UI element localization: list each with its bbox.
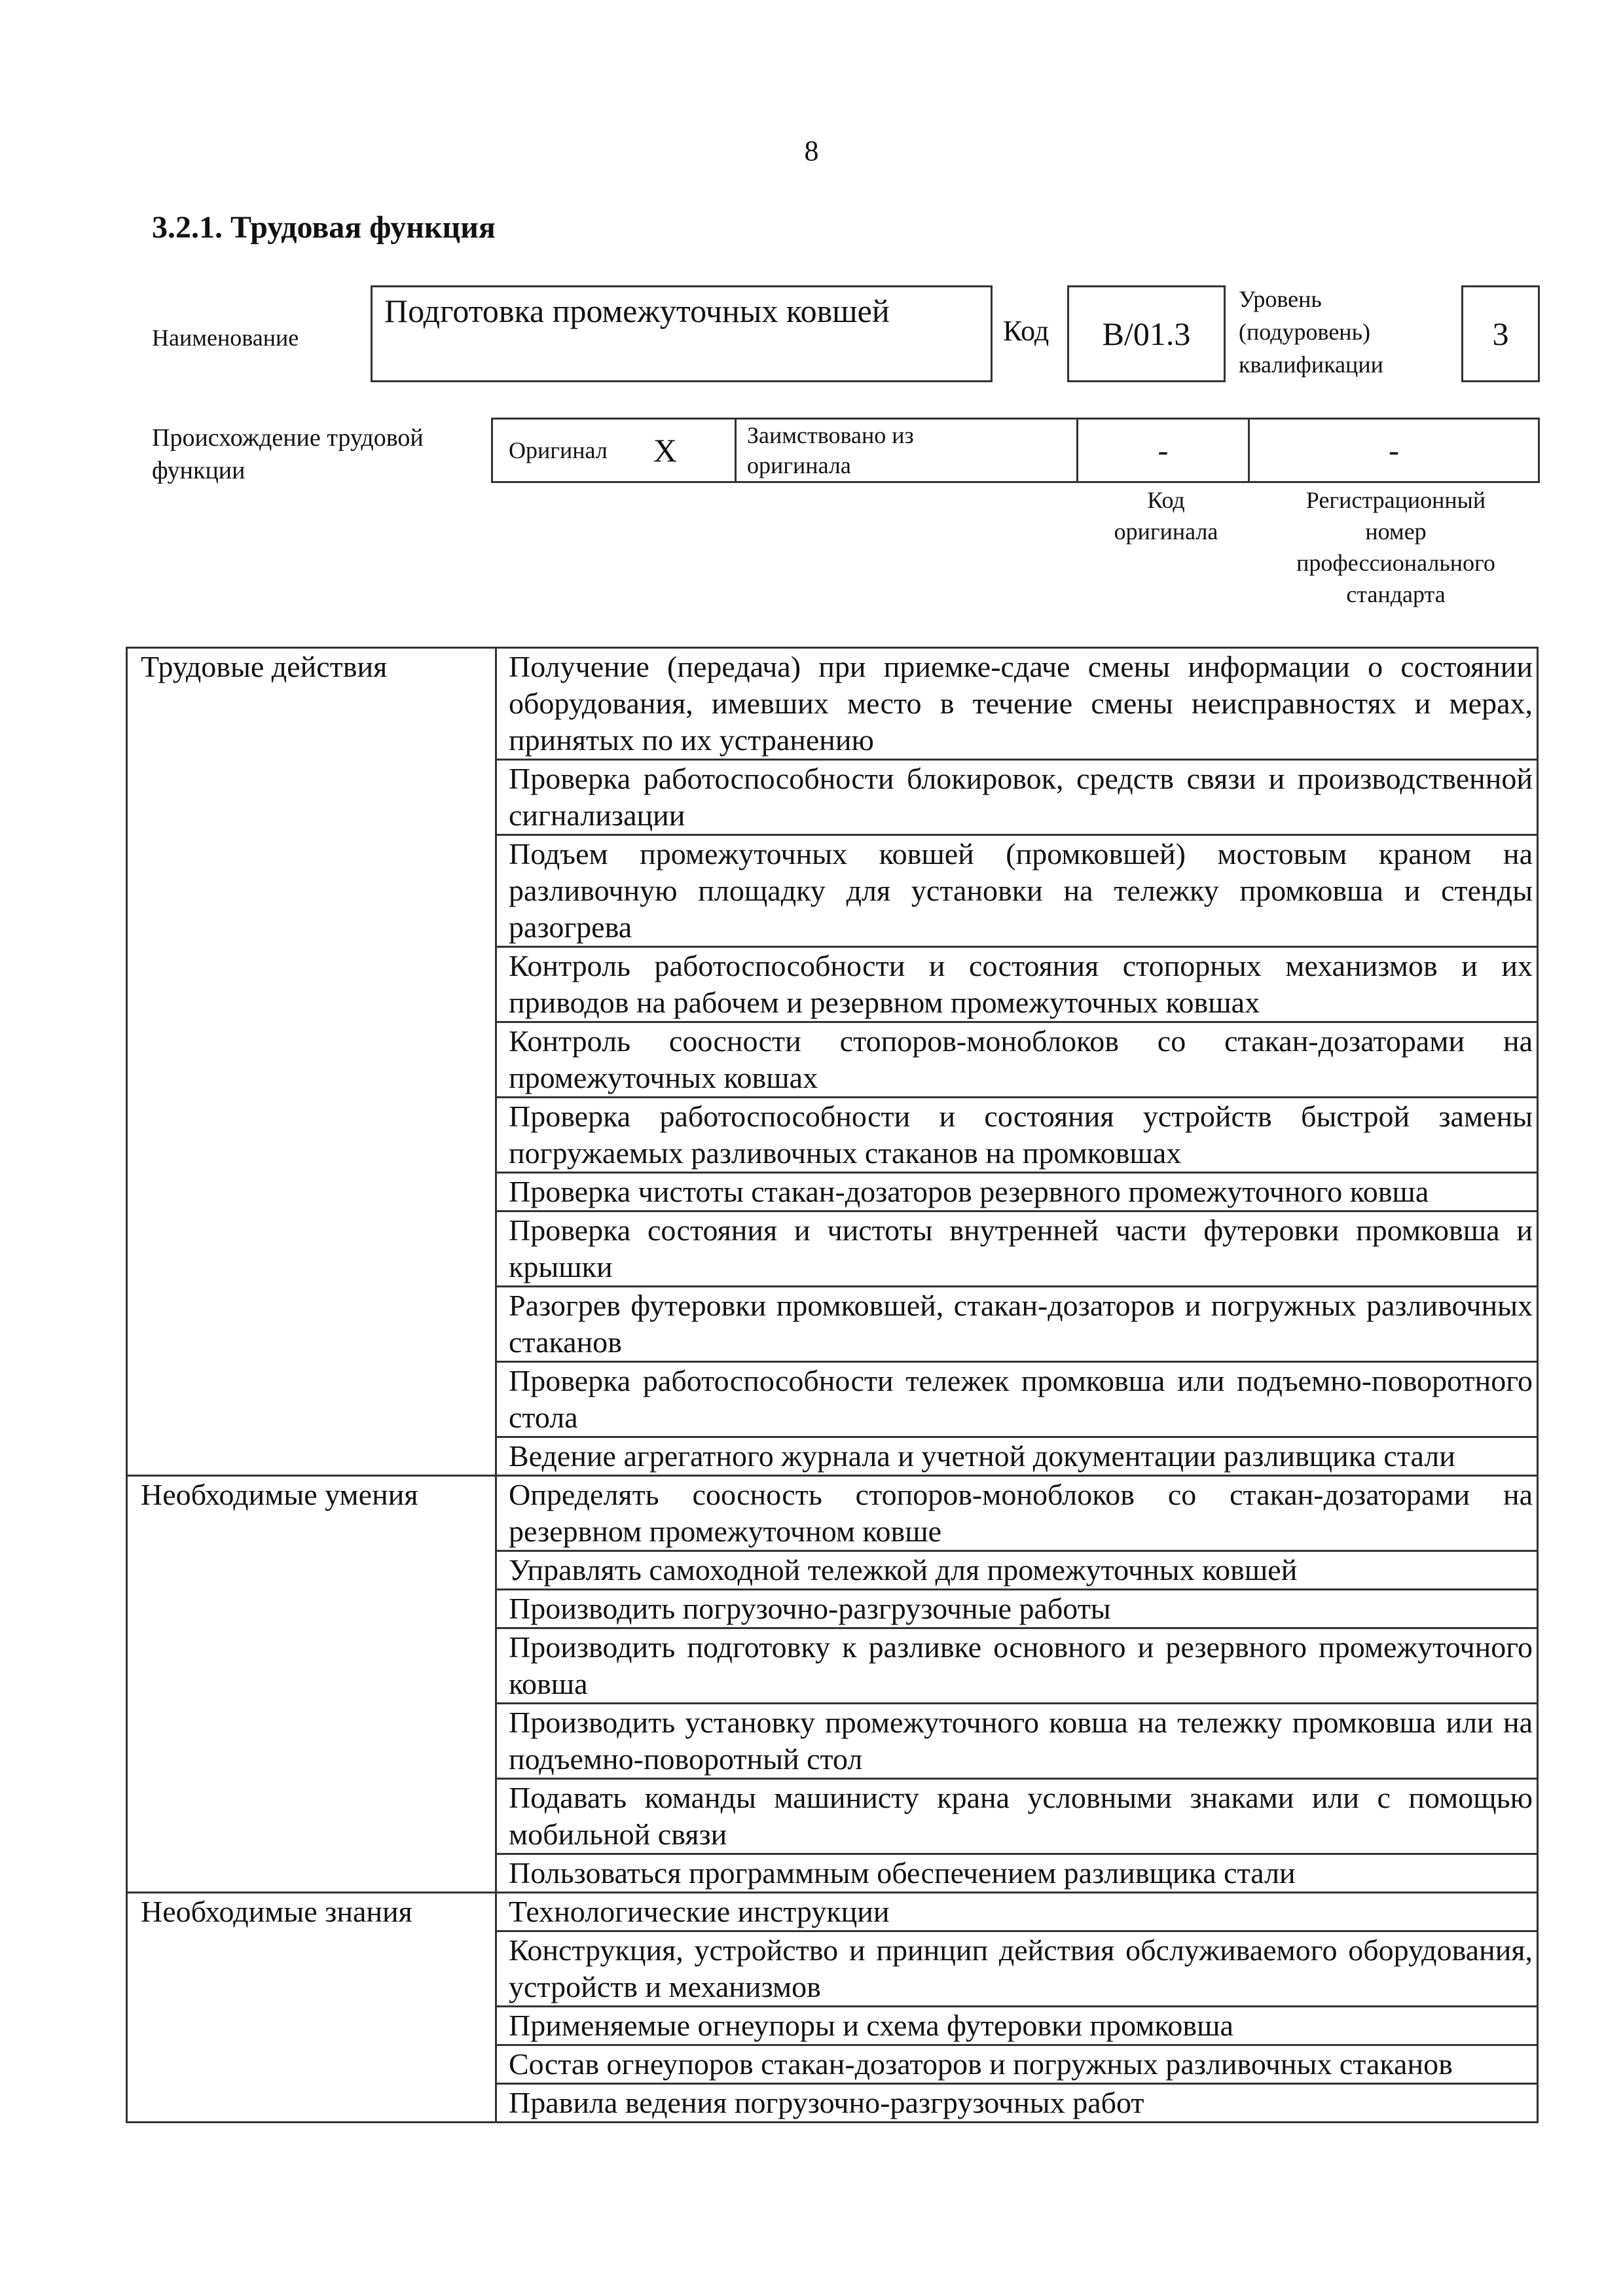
table-row <box>127 648 1538 760</box>
labor-actions-item: Проверка состояния и чистоты внутренней части футеровки промковша и крышки <box>496 1211 1538 1287</box>
registration-number-cell: - <box>1389 433 1399 468</box>
caption-line: оригинала <box>1114 518 1218 545</box>
labor-actions-item: Проверка работоспособности и состояния устройств быстрой замены погружаемых разливочных стаканов на промковшах <box>496 1098 1538 1173</box>
required-skills-item: Производить установку промежуточного ковша на тележку промковша или на подъемно-поворотный стол <box>496 1704 1538 1779</box>
labor-actions-item: Подъем промежуточных ковшей (промковшей) мостовым краном на разливочную площадку для установки на тележку промковша и стенды разогрева <box>496 835 1538 947</box>
required-skills-item: Производить погрузочно-разгрузочные работы <box>496 1590 1538 1628</box>
registration-number-caption <box>1252 484 1540 610</box>
required-knowledge-item: Конструкция, устройство и принцип действия обслуживаемого оборудования, устройств и механизмов <box>496 1931 1538 2007</box>
origin-row <box>491 418 1540 483</box>
required-knowledge-item: Правила ведения погрузочно-разгрузочных работ <box>496 2084 1538 2123</box>
table-row <box>127 1476 1538 1551</box>
labor-actions-item: Ведение агрегатного журнала и учетной документации разливщика стали <box>496 1437 1538 1476</box>
level-label <box>1239 283 1383 381</box>
origin-label-line: функции <box>152 457 246 484</box>
required-skills-label: Необходимые умения <box>127 1476 496 1893</box>
origin-label <box>152 422 424 487</box>
original-cell <box>493 420 737 481</box>
required-knowledge-item: Применяемые огнеупоры и схема футеровки промковша <box>496 2007 1538 2045</box>
original-code-cell: - <box>1078 420 1250 481</box>
section-title: 3.2.1. Трудовая функция <box>152 210 496 245</box>
level-field: 3 <box>1461 285 1540 382</box>
code-label: Код <box>1003 315 1049 347</box>
labor-actions-item: Проверка работоспособности блокировок, средств связи и производственной сигнализации <box>496 760 1538 835</box>
level-label-line: Уровень <box>1239 286 1322 312</box>
labor-actions-item: Разогрев футеровки промковшей, стакан-дозаторов и погружных разливочных стаканов <box>496 1287 1538 1362</box>
original-mark: X <box>653 432 677 469</box>
level-label-line: (подуровень) <box>1239 319 1370 345</box>
required-knowledge-item: Состав огнеупоров стакан-дозаторов и погружных разливочных стаканов <box>496 2045 1538 2084</box>
caption-line: Код <box>1147 487 1185 513</box>
labor-actions-item: Проверка работоспособности тележек промковша или подъемно-поворотного стола <box>496 1362 1538 1437</box>
name-label: Наименование <box>152 325 299 351</box>
function-name-field: Подготовка промежуточных ковшей <box>371 285 993 382</box>
labor-actions-label: Трудовые действия <box>127 648 496 1476</box>
origin-label-line: Происхождение трудовой <box>152 424 424 452</box>
page-number: 8 <box>804 135 819 167</box>
code-field: B/01.3 <box>1067 285 1226 382</box>
borrowed-cell <box>737 420 1078 481</box>
requirements-table <box>126 647 1539 2123</box>
required-skills-item: Пользоваться программным обеспечением разливщика стали <box>496 1854 1538 1893</box>
caption-line: профессионального <box>1296 550 1495 576</box>
caption-line: Регистрационный <box>1305 487 1486 513</box>
required-skills-item: Определять соосность стопоров-моноблоков со стакан-дозаторами на резервном промежуточном ковше <box>496 1476 1538 1551</box>
borrowed-label-line: Заимствовано из <box>747 422 914 448</box>
required-knowledge-label: Необходимые знания <box>127 1893 496 2123</box>
labor-actions-item: Проверка чистоты стакан-дозаторов резервного промежуточного ковша <box>496 1173 1538 1211</box>
borrowed-label-line: оригинала <box>747 452 851 478</box>
labor-actions-item: Получение (передача) при приемке-сдаче смены информации о состоянии оборудования, имевших место в течение смены неисправностях и мерах, принятых по их устранению <box>496 648 1538 760</box>
required-skills-item: Управлять самоходной тележкой для промежуточных ковшей <box>496 1551 1538 1590</box>
labor-actions-item: Контроль работоспособности и состояния стопорных механизмов и их приводов на рабочем и резервном промежуточных ковшах <box>496 947 1538 1022</box>
original-code-caption <box>1080 484 1252 547</box>
labor-actions-item: Контроль соосности стопоров-моноблоков со стакан-дозаторами на промежуточных ковшах <box>496 1022 1538 1098</box>
table-row <box>127 1893 1538 1931</box>
caption-line: номер <box>1365 518 1427 545</box>
required-skills-item: Подавать команды машинисту крана условными знаками или с помощью мобильной связи <box>496 1779 1538 1854</box>
required-knowledge-item: Технологические инструкции <box>496 1893 1538 1931</box>
level-label-line: квалификации <box>1239 351 1383 378</box>
caption-line: стандарта <box>1346 581 1446 607</box>
required-skills-item: Производить подготовку к разливке основного и резервного промежуточного ковша <box>496 1628 1538 1704</box>
original-label: Оригинал <box>509 437 608 463</box>
